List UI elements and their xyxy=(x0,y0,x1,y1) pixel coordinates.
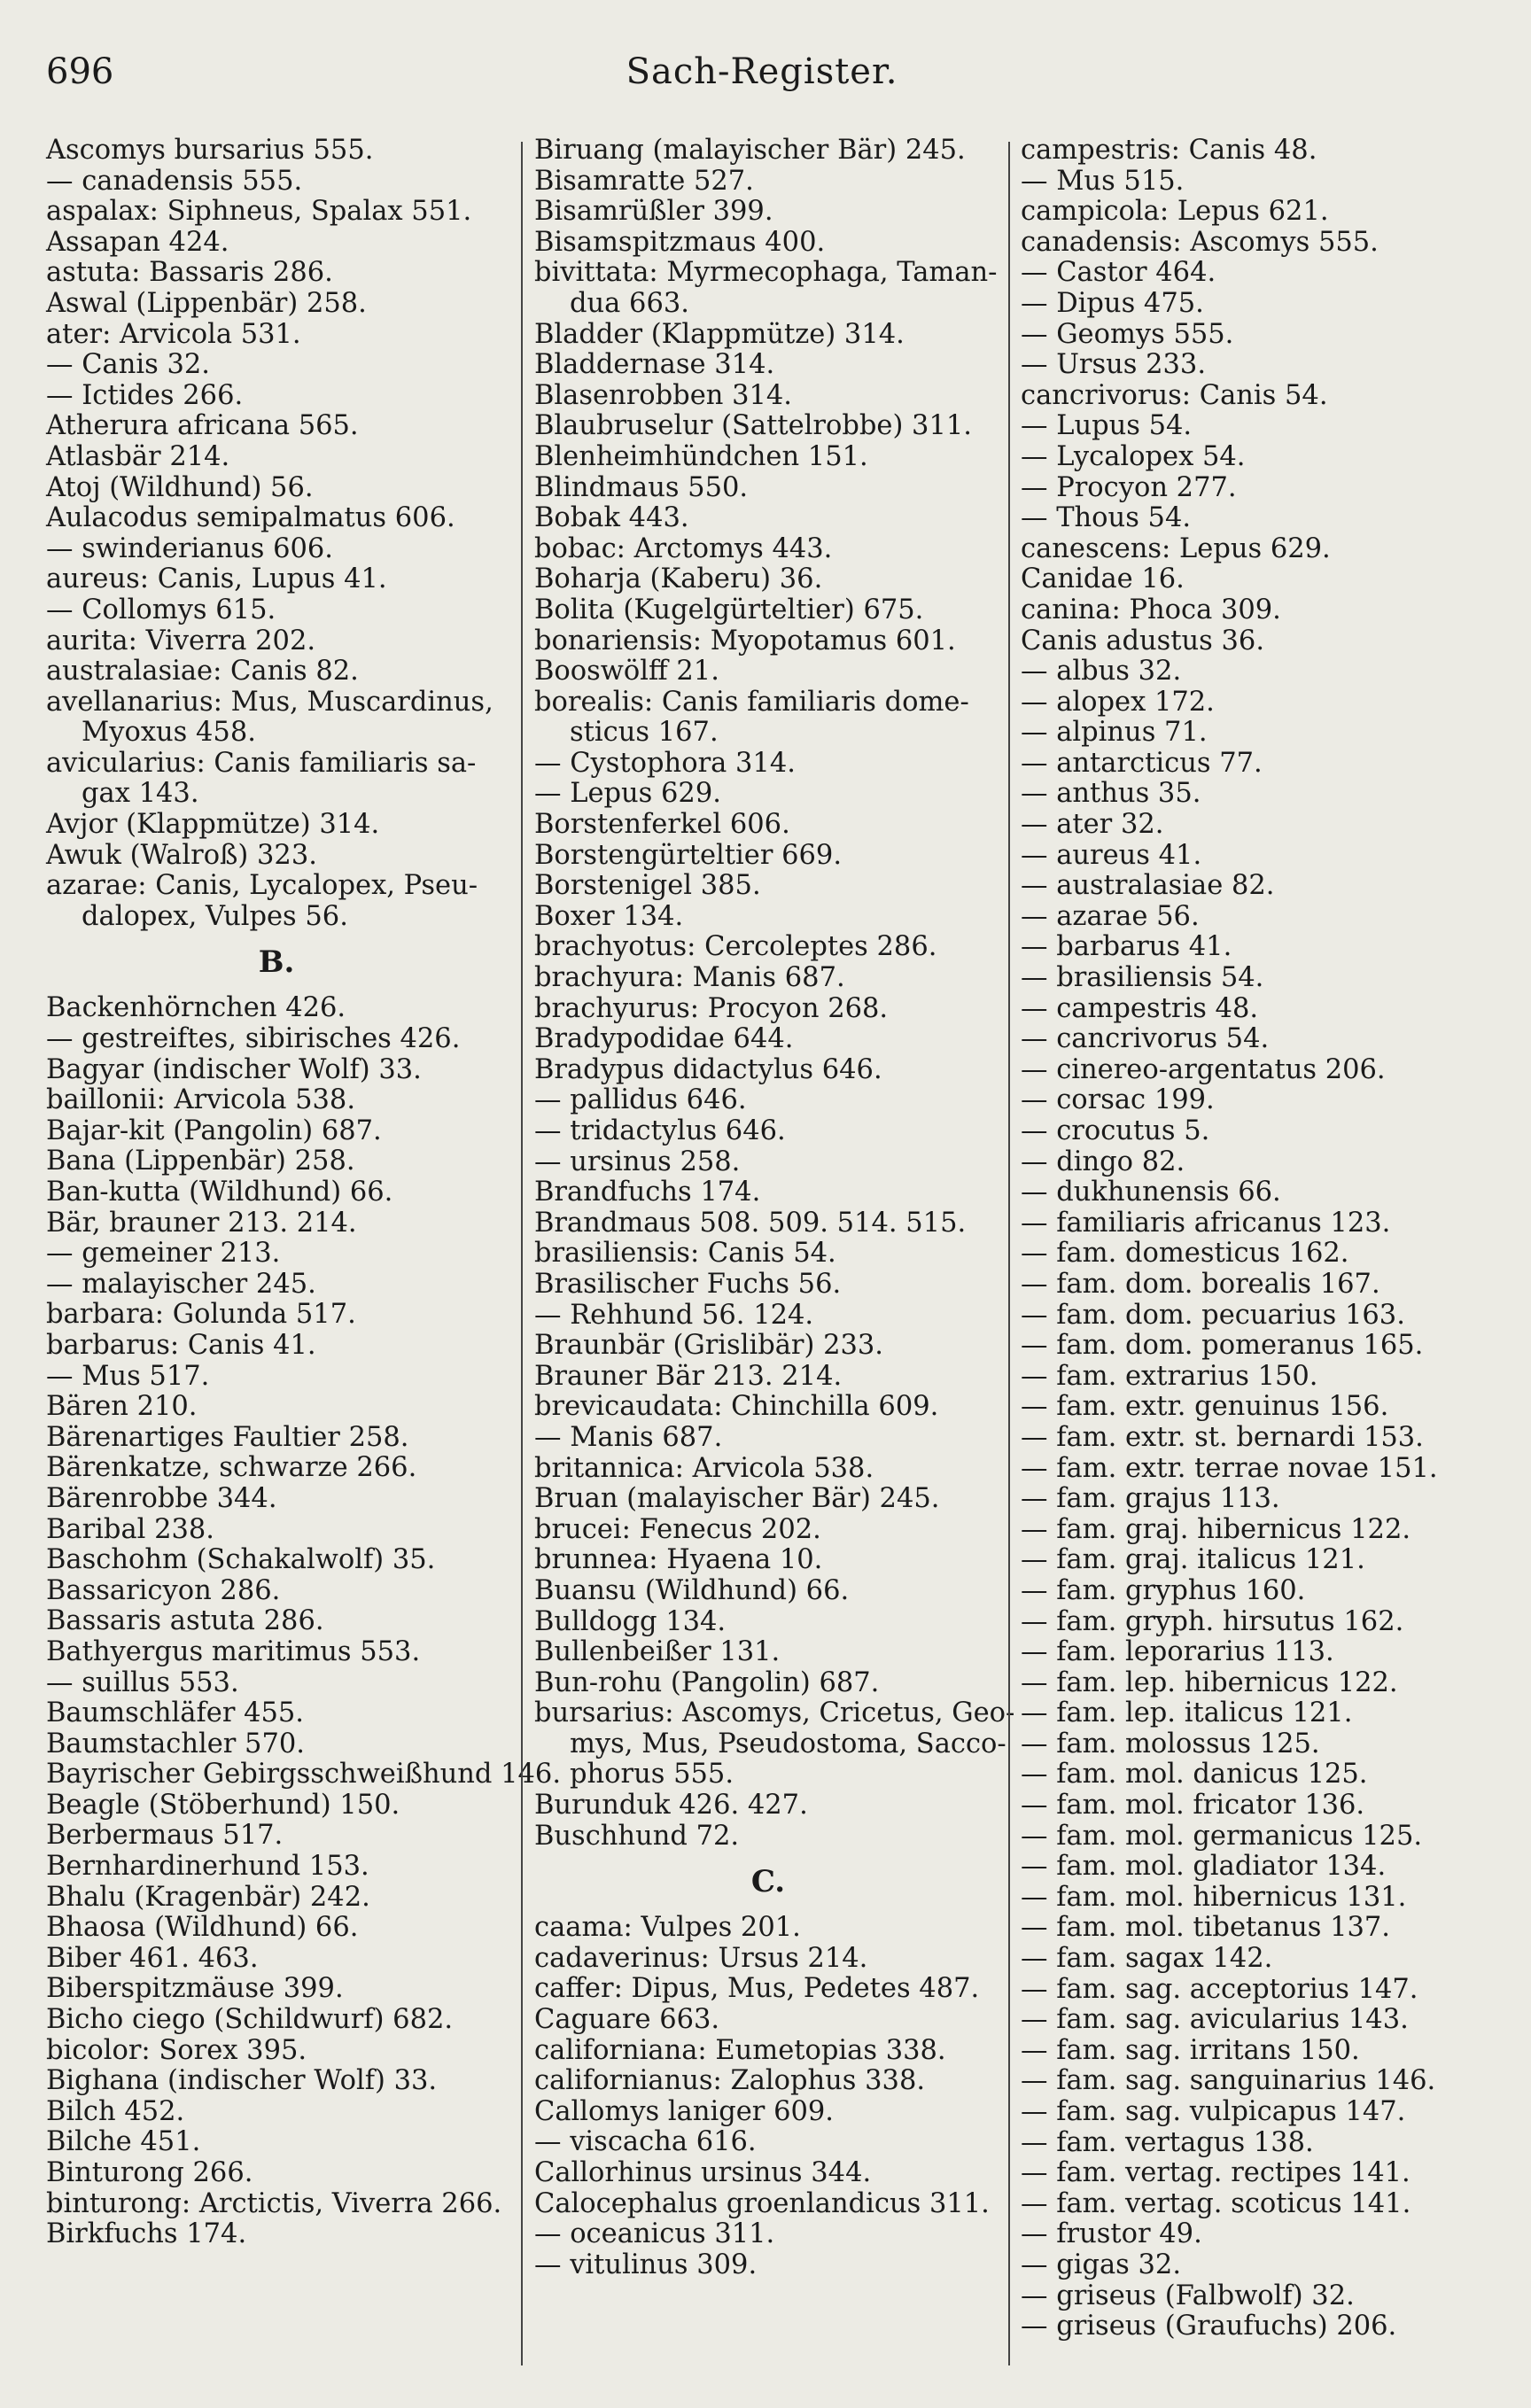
index-entry: Boharja (Kaberu) 36. xyxy=(534,563,823,595)
index-entry: Bärenrobbe 344. xyxy=(46,1482,277,1514)
index-entry: Bradypodidae 644. xyxy=(534,1023,794,1055)
index-entry: — fam. lep. italicus 121. xyxy=(1021,1697,1353,1729)
index-entry: — albus 32. xyxy=(1021,656,1182,687)
index-entry: Bolita (Kugelgürteltier) 675. xyxy=(534,594,924,625)
index-entry: — fam. dom. pecuarius 163. xyxy=(1021,1299,1405,1331)
index-entry: Biruang (malayischer Bär) 245. xyxy=(534,135,966,166)
index-entry: — fam. leporarius 113. xyxy=(1021,1636,1334,1668)
section-letter: B. xyxy=(258,944,295,981)
page-header xyxy=(46,51,1478,105)
index-entry: brachyura: Manis 687. xyxy=(534,962,845,994)
index-entry: — fam. gryph. hirsutus 162. xyxy=(1021,1605,1404,1637)
index-entry: — fam. lep. hibernicus 122. xyxy=(1021,1666,1398,1698)
index-entry: Calocephalus groenlandicus 311. xyxy=(534,2187,990,2219)
index-entry: Beagle (Stöberhund) 150. xyxy=(46,1789,400,1821)
index-entry: — griseus (Falbwolf) 32. xyxy=(1021,2280,1355,2311)
index-entry: Bisamrüßler 399. xyxy=(534,196,773,228)
index-entry: brunnea: Hyaena 10. xyxy=(534,1544,823,1576)
index-entry: — fam. gryphus 160. xyxy=(1021,1574,1306,1606)
index-entry: Brandmaus 508. 509. 514. 515. xyxy=(534,1207,967,1239)
index-entry: caama: Vulpes 201. xyxy=(534,1912,801,1944)
index-entry: — pallidus 646. xyxy=(534,1084,747,1116)
index-entry: Awuk (Walroß) 323. xyxy=(46,839,317,871)
index-entry: Braunbär (Grislibär) 233. xyxy=(534,1330,883,1362)
index-entry: bursarius: Ascomys, Cricetus, Geo- xyxy=(534,1697,1015,1729)
index-entry: — Thous 54. xyxy=(1021,502,1192,534)
index-entry: Berbermaus 517. xyxy=(46,1820,284,1852)
index-entry: Binturong 266. xyxy=(46,2157,253,2188)
index-entry: Callomys laniger 609. xyxy=(534,2095,834,2127)
index-entry: — fam. sag. avicularius 143. xyxy=(1021,2004,1409,2036)
index-entry: Brasilischer Fuchs 56. xyxy=(534,1268,842,1300)
index-entry: — tridactylus 646. xyxy=(534,1115,786,1146)
index-entry: azarae: Canis, Lycalopex, Pseu- xyxy=(46,870,478,902)
index-entry: — Lupus 54. xyxy=(1021,410,1193,442)
index-entry: — swinderianus 606. xyxy=(46,532,333,564)
index-entry: — frustor 49. xyxy=(1021,2218,1202,2250)
index-entry: — australasiae 82. xyxy=(1021,870,1275,902)
index-entry: — azarae 56. xyxy=(1021,900,1200,932)
index-entry: — dingo 82. xyxy=(1021,1146,1185,1177)
index-column-3 xyxy=(1021,136,1499,2342)
index-entry: Ascomys bursarius 555. xyxy=(46,135,374,166)
index-entry: californiana: Eumetopias 338. xyxy=(534,2034,946,2066)
index-entry: — fam. extr. genuinus 156. xyxy=(1021,1391,1389,1423)
index-entry-continuation: sticus 167. xyxy=(570,717,719,749)
index-entry: Bobak 443. xyxy=(534,502,689,534)
page-number: 696 xyxy=(46,51,114,92)
index-entry: bicolor: Sorex 395. xyxy=(46,2034,307,2066)
index-entry: canadensis: Ascomys 555. xyxy=(1021,226,1379,258)
index-entry: Atherura africana 565. xyxy=(46,410,359,442)
index-entry: — Castor 464. xyxy=(1021,257,1216,289)
index-entry: cadaverinus: Ursus 214. xyxy=(534,1942,868,1974)
index-entry: — fam. vertag. rectipes 141. xyxy=(1021,2157,1411,2189)
index-entry: — malayischer 245. xyxy=(46,1268,316,1300)
index-entry: Bladdernase 314. xyxy=(534,349,775,381)
index-entry: — Ursus 233. xyxy=(1021,349,1207,381)
index-entry-continuation: Myoxus 458. xyxy=(82,717,256,749)
index-entry: canina: Phoca 309. xyxy=(1021,594,1281,625)
index-entry: — fam. graj. hibernicus 122. xyxy=(1021,1513,1411,1545)
index-entry: — Canis 32. xyxy=(46,349,210,381)
index-entry: borealis: Canis familiaris dome- xyxy=(534,686,969,718)
index-entry: — Cystophora 314. xyxy=(534,747,796,779)
index-entry: brachyotus: Cercoleptes 286. xyxy=(534,931,937,963)
index-entry: — alpinus 71. xyxy=(1021,717,1208,749)
index-entry: Bullenbeißer 131. xyxy=(534,1636,781,1668)
index-entry: aureus: Canis, Lupus 41. xyxy=(46,563,387,595)
index-entry: californianus: Zalophus 338. xyxy=(534,2065,926,2097)
index-entry: Bassaricyon 286. xyxy=(46,1574,281,1606)
index-entry: Blindmaus 550. xyxy=(534,471,749,503)
index-entry: — ursinus 258. xyxy=(534,1146,741,1177)
index-entry: brachyurus: Procyon 268. xyxy=(534,992,889,1024)
index-entry: canescens: Lepus 629. xyxy=(1021,532,1331,564)
index-entry: — dukhunensis 66. xyxy=(1021,1177,1281,1208)
index-entry: Aswal (Lippenbär) 258. xyxy=(46,287,367,319)
index-entry: — fam. sag. vulpicapus 147. xyxy=(1021,2096,1406,2127)
index-entry: astuta: Bassaris 286. xyxy=(46,257,333,289)
index-entry: Borstenferkel 606. xyxy=(534,809,790,841)
index-entry: — Ictides 266. xyxy=(46,379,244,411)
index-entry: Bhalu (Kragenbär) 242. xyxy=(46,1881,370,1913)
index-entry: Biber 461. 463. xyxy=(46,1942,259,1974)
index-entry: Borstengürteltier 669. xyxy=(534,839,843,871)
index-entry: — fam. mol. hibernicus 131. xyxy=(1021,1881,1407,1913)
index-entry: — alopex 172. xyxy=(1021,686,1215,718)
index-entry: Bradypus didactylus 646. xyxy=(534,1053,882,1085)
index-entry: — canadensis 555. xyxy=(46,165,303,197)
index-entry: Bayrischer Gebirgsschweißhund 146. xyxy=(46,1759,562,1790)
index-entry: bonariensis: Myopotamus 601. xyxy=(534,625,956,656)
index-entry: — oceanicus 311. xyxy=(534,2218,775,2250)
index-entry: — viscacha 616. xyxy=(534,2126,757,2158)
index-entry: aspalax: Siphneus, Spalax 551. xyxy=(46,196,472,228)
index-entry: — fam. mol. tibetanus 137. xyxy=(1021,1912,1390,1944)
index-entry: — fam. sag. acceptorius 147. xyxy=(1021,1973,1418,2005)
index-entry: — Rehhund 56. 124. xyxy=(534,1299,814,1331)
index-entry: — fam. vertagus 138. xyxy=(1021,2126,1314,2158)
index-entry: Ban-kutta (Wildhund) 66. xyxy=(46,1177,393,1208)
index-entry: Bären 210. xyxy=(46,1391,198,1423)
index-entry: Bärenkatze, schwarze 266. xyxy=(46,1452,417,1484)
index-entry: brasiliensis: Canis 54. xyxy=(534,1238,836,1270)
index-entry: Bilche 451. xyxy=(46,2126,201,2158)
index-entry: australasiae: Canis 82. xyxy=(46,656,359,687)
index-entry: — fam. graj. italicus 121. xyxy=(1021,1544,1365,1576)
index-entry: Bär, brauner 213. 214. xyxy=(46,1207,357,1239)
index-entry: — Procyon 277. xyxy=(1021,471,1237,503)
index-entry: Baumschläfer 455. xyxy=(46,1697,305,1729)
index-entry: campestris: Canis 48. xyxy=(1021,135,1317,166)
index-entry: — fam. sag. sanguinarius 146. xyxy=(1021,2065,1436,2097)
index-entry: — crocutus 5. xyxy=(1021,1115,1210,1146)
section-letter: C. xyxy=(750,1864,786,1900)
index-entry: Caguare 663. xyxy=(534,2004,720,2036)
index-entry: — fam. sagax 142. xyxy=(1021,1943,1273,1975)
index-entry: — Mus 517. xyxy=(46,1360,210,1392)
index-entry: Borstenigel 385. xyxy=(534,870,761,902)
index-entry: Bana (Lippenbär) 258. xyxy=(46,1146,355,1177)
index-entry: Atlasbär 214. xyxy=(46,440,230,472)
index-entry: Booswölff 21. xyxy=(534,656,719,687)
index-entry: — fam. dom. pomeranus 165. xyxy=(1021,1330,1424,1362)
index-entry: Aulacodus semipalmatus 606. xyxy=(46,502,455,534)
index-entry: binturong: Arctictis, Viverra 266. xyxy=(46,2187,502,2219)
index-entry: Atoj (Wildhund) 56. xyxy=(46,471,314,503)
index-entry: Biberspitzmäuse 399. xyxy=(46,1973,344,2005)
index-entry: Baumstachler 570. xyxy=(46,1728,305,1759)
index-entry: Bulldogg 134. xyxy=(534,1605,727,1637)
index-entry: Bun-rohu (Pangolin) 687. xyxy=(534,1666,880,1698)
index-entry: Bisamratte 527. xyxy=(534,165,754,197)
index-entry: Bighana (indischer Wolf) 33. xyxy=(46,2065,438,2097)
index-entry: Blasenrobben 314. xyxy=(534,379,792,411)
index-entry: — fam. mol. gladiator 134. xyxy=(1021,1851,1387,1883)
index-entry: Bernhardinerhund 153. xyxy=(46,1851,369,1883)
index-entry: — Geomys 555. xyxy=(1021,318,1234,350)
index-entry: Blenheimhündchen 151. xyxy=(534,440,868,472)
index-entry: — fam. extr. terrae novae 151. xyxy=(1021,1452,1438,1484)
index-entry: — gemeiner 213. xyxy=(46,1238,281,1270)
index-entry: Birkfuchs 174. xyxy=(46,2218,247,2250)
index-entry: brucei: Fenecus 202. xyxy=(534,1513,821,1545)
index-entry: Bathyergus maritimus 553. xyxy=(46,1635,421,1667)
index-entry: Bladder (Klappmütze) 314. xyxy=(534,318,905,350)
index-entry: Baribal 238. xyxy=(46,1513,214,1545)
index-entry: — fam. extrarius 150. xyxy=(1021,1360,1318,1392)
column-rule xyxy=(521,142,523,2365)
index-entry: — fam. dom. borealis 167. xyxy=(1021,1268,1380,1300)
index-entry: Buschhund 72. xyxy=(534,1820,740,1852)
index-entry: brevicaudata: Chinchilla 609. xyxy=(534,1391,939,1423)
index-entry: bobac: Arctomys 443. xyxy=(534,532,833,564)
index-entry: — Lepus 629. xyxy=(534,778,721,810)
index-entry: — brasiliensis 54. xyxy=(1021,962,1264,994)
index-entry: avellanarius: Mus, Muscardinus, xyxy=(46,686,493,718)
index-entry-continuation: gax 143. xyxy=(82,778,199,810)
index-entry: — fam. vertag. scoticus 141. xyxy=(1021,2187,1411,2219)
index-entry: — fam. extr. st. bernardi 153. xyxy=(1021,1421,1424,1453)
index-entry: campicola: Lepus 621. xyxy=(1021,196,1329,228)
index-entry: Avjor (Klappmütze) 314. xyxy=(46,809,380,841)
index-entry: — fam. mol. fricator 136. xyxy=(1021,1790,1365,1822)
index-entry: Boxer 134. xyxy=(534,900,684,932)
index-entry: Bhaosa (Wildhund) 66. xyxy=(46,1912,359,1944)
index-entry: — anthus 35. xyxy=(1021,778,1201,810)
index-entry: ater: Arvicola 531. xyxy=(46,318,301,350)
index-entry: Bassaris astuta 286. xyxy=(46,1605,324,1637)
index-entry: — fam. mol. germanicus 125. xyxy=(1021,1820,1423,1852)
index-entry: — familiaris africanus 123. xyxy=(1021,1207,1391,1239)
column-rule xyxy=(1008,142,1010,2365)
index-entry: — suillus 553. xyxy=(46,1666,239,1698)
index-entry: Callorhinus ursinus 344. xyxy=(534,2157,872,2188)
index-entry: — antarcticus 77. xyxy=(1021,747,1263,779)
index-entry: caffer: Dipus, Mus, Pedetes 487. xyxy=(534,1973,980,2005)
index-entry: — fam. domesticus 162. xyxy=(1021,1238,1349,1270)
index-entry: — cancrivorus 54. xyxy=(1021,1023,1270,1055)
index-entry-continuation: dalopex, Vulpes 56. xyxy=(82,900,348,932)
index-entry: bivittata: Myrmecophaga, Taman- xyxy=(534,257,998,289)
index-entry: Blaubruselur (Sattelrobbe) 311. xyxy=(534,410,972,442)
index-entry: Brauner Bär 213. 214. xyxy=(534,1360,843,1392)
index-entry: — Dipus 475. xyxy=(1021,287,1204,319)
index-entry: Canidae 16. xyxy=(1021,563,1185,595)
index-entry: — vitulinus 309. xyxy=(534,2249,758,2280)
index-entry: — gigas 32. xyxy=(1021,2249,1182,2280)
index-entry-continuation: phorus 555. xyxy=(570,1759,734,1790)
index-entry: Bagyar (indischer Wolf) 33. xyxy=(46,1053,422,1085)
index-entry: Bisamspitzmaus 400. xyxy=(534,226,826,258)
index-entry: — Mus 515. xyxy=(1021,165,1185,197)
index-entry: — griseus (Graufuchs) 206. xyxy=(1021,2311,1397,2342)
index-entry: Canis adustus 36. xyxy=(1021,625,1265,656)
index-entry-continuation: dua 663. xyxy=(570,287,689,319)
index-entry: Burunduk 426. 427. xyxy=(534,1790,808,1822)
index-entry-continuation: mys, Mus, Pseudostoma, Sacco- xyxy=(570,1728,1006,1759)
index-entry: — fam. mol. danicus 125. xyxy=(1021,1759,1368,1790)
index-entry: — cinereo-argentatus 206. xyxy=(1021,1053,1386,1085)
index-column-1 xyxy=(46,135,562,2250)
index-entry: — fam. molossus 125. xyxy=(1021,1728,1320,1759)
index-entry: — gestreiftes, sibirisches 426. xyxy=(46,1023,461,1055)
index-entry: Assapan 424. xyxy=(46,226,229,258)
index-entry: Backenhörnchen 426. xyxy=(46,992,346,1024)
index-entry: — aureus 41. xyxy=(1021,839,1202,871)
index-entry: Bilch 452. xyxy=(46,2095,185,2127)
index-entry: — corsac 199. xyxy=(1021,1084,1215,1116)
index-entry: barbara: Golunda 517. xyxy=(46,1299,356,1331)
index-entry: Bicho ciego (Schildwurf) 682. xyxy=(46,2004,454,2036)
index-entry: aurita: Viverra 202. xyxy=(46,625,316,656)
index-entry: — ater 32. xyxy=(1021,809,1164,841)
index-column-2 xyxy=(534,135,1015,2280)
index-entry: — Collomys 615. xyxy=(46,594,276,625)
index-entry: barbarus: Canis 41. xyxy=(46,1329,316,1361)
index-entry: Bärenartiges Faultier 258. xyxy=(46,1421,409,1453)
running-head: Sach-Register. xyxy=(626,51,898,92)
index-entry: — Manis 687. xyxy=(534,1421,723,1453)
index-entry: Baschohm (Schakalwolf) 35. xyxy=(46,1544,436,1576)
index-entry: britannica: Arvicola 538. xyxy=(534,1452,874,1484)
index-entry: avicularius: Canis familiaris sa- xyxy=(46,747,477,779)
index-entry: Buansu (Wildhund) 66. xyxy=(534,1574,850,1606)
index-entry: cancrivorus: Canis 54. xyxy=(1021,379,1328,411)
index-entry: — barbarus 41. xyxy=(1021,931,1232,963)
index-entry: Bajar-kit (Pangolin) 687. xyxy=(46,1115,382,1146)
index-entry: — fam. sag. irritans 150. xyxy=(1021,2034,1360,2066)
index-entry: — Lycalopex 54. xyxy=(1021,440,1246,472)
index-entry: baillonii: Arvicola 538. xyxy=(46,1084,356,1116)
index-entry: Bruan (malayischer Bär) 245. xyxy=(534,1483,940,1515)
index-entry: — campestris 48. xyxy=(1021,992,1259,1024)
index-entry: Brandfuchs 174. xyxy=(534,1177,761,1208)
index-entry: — fam. grajus 113. xyxy=(1021,1483,1280,1515)
